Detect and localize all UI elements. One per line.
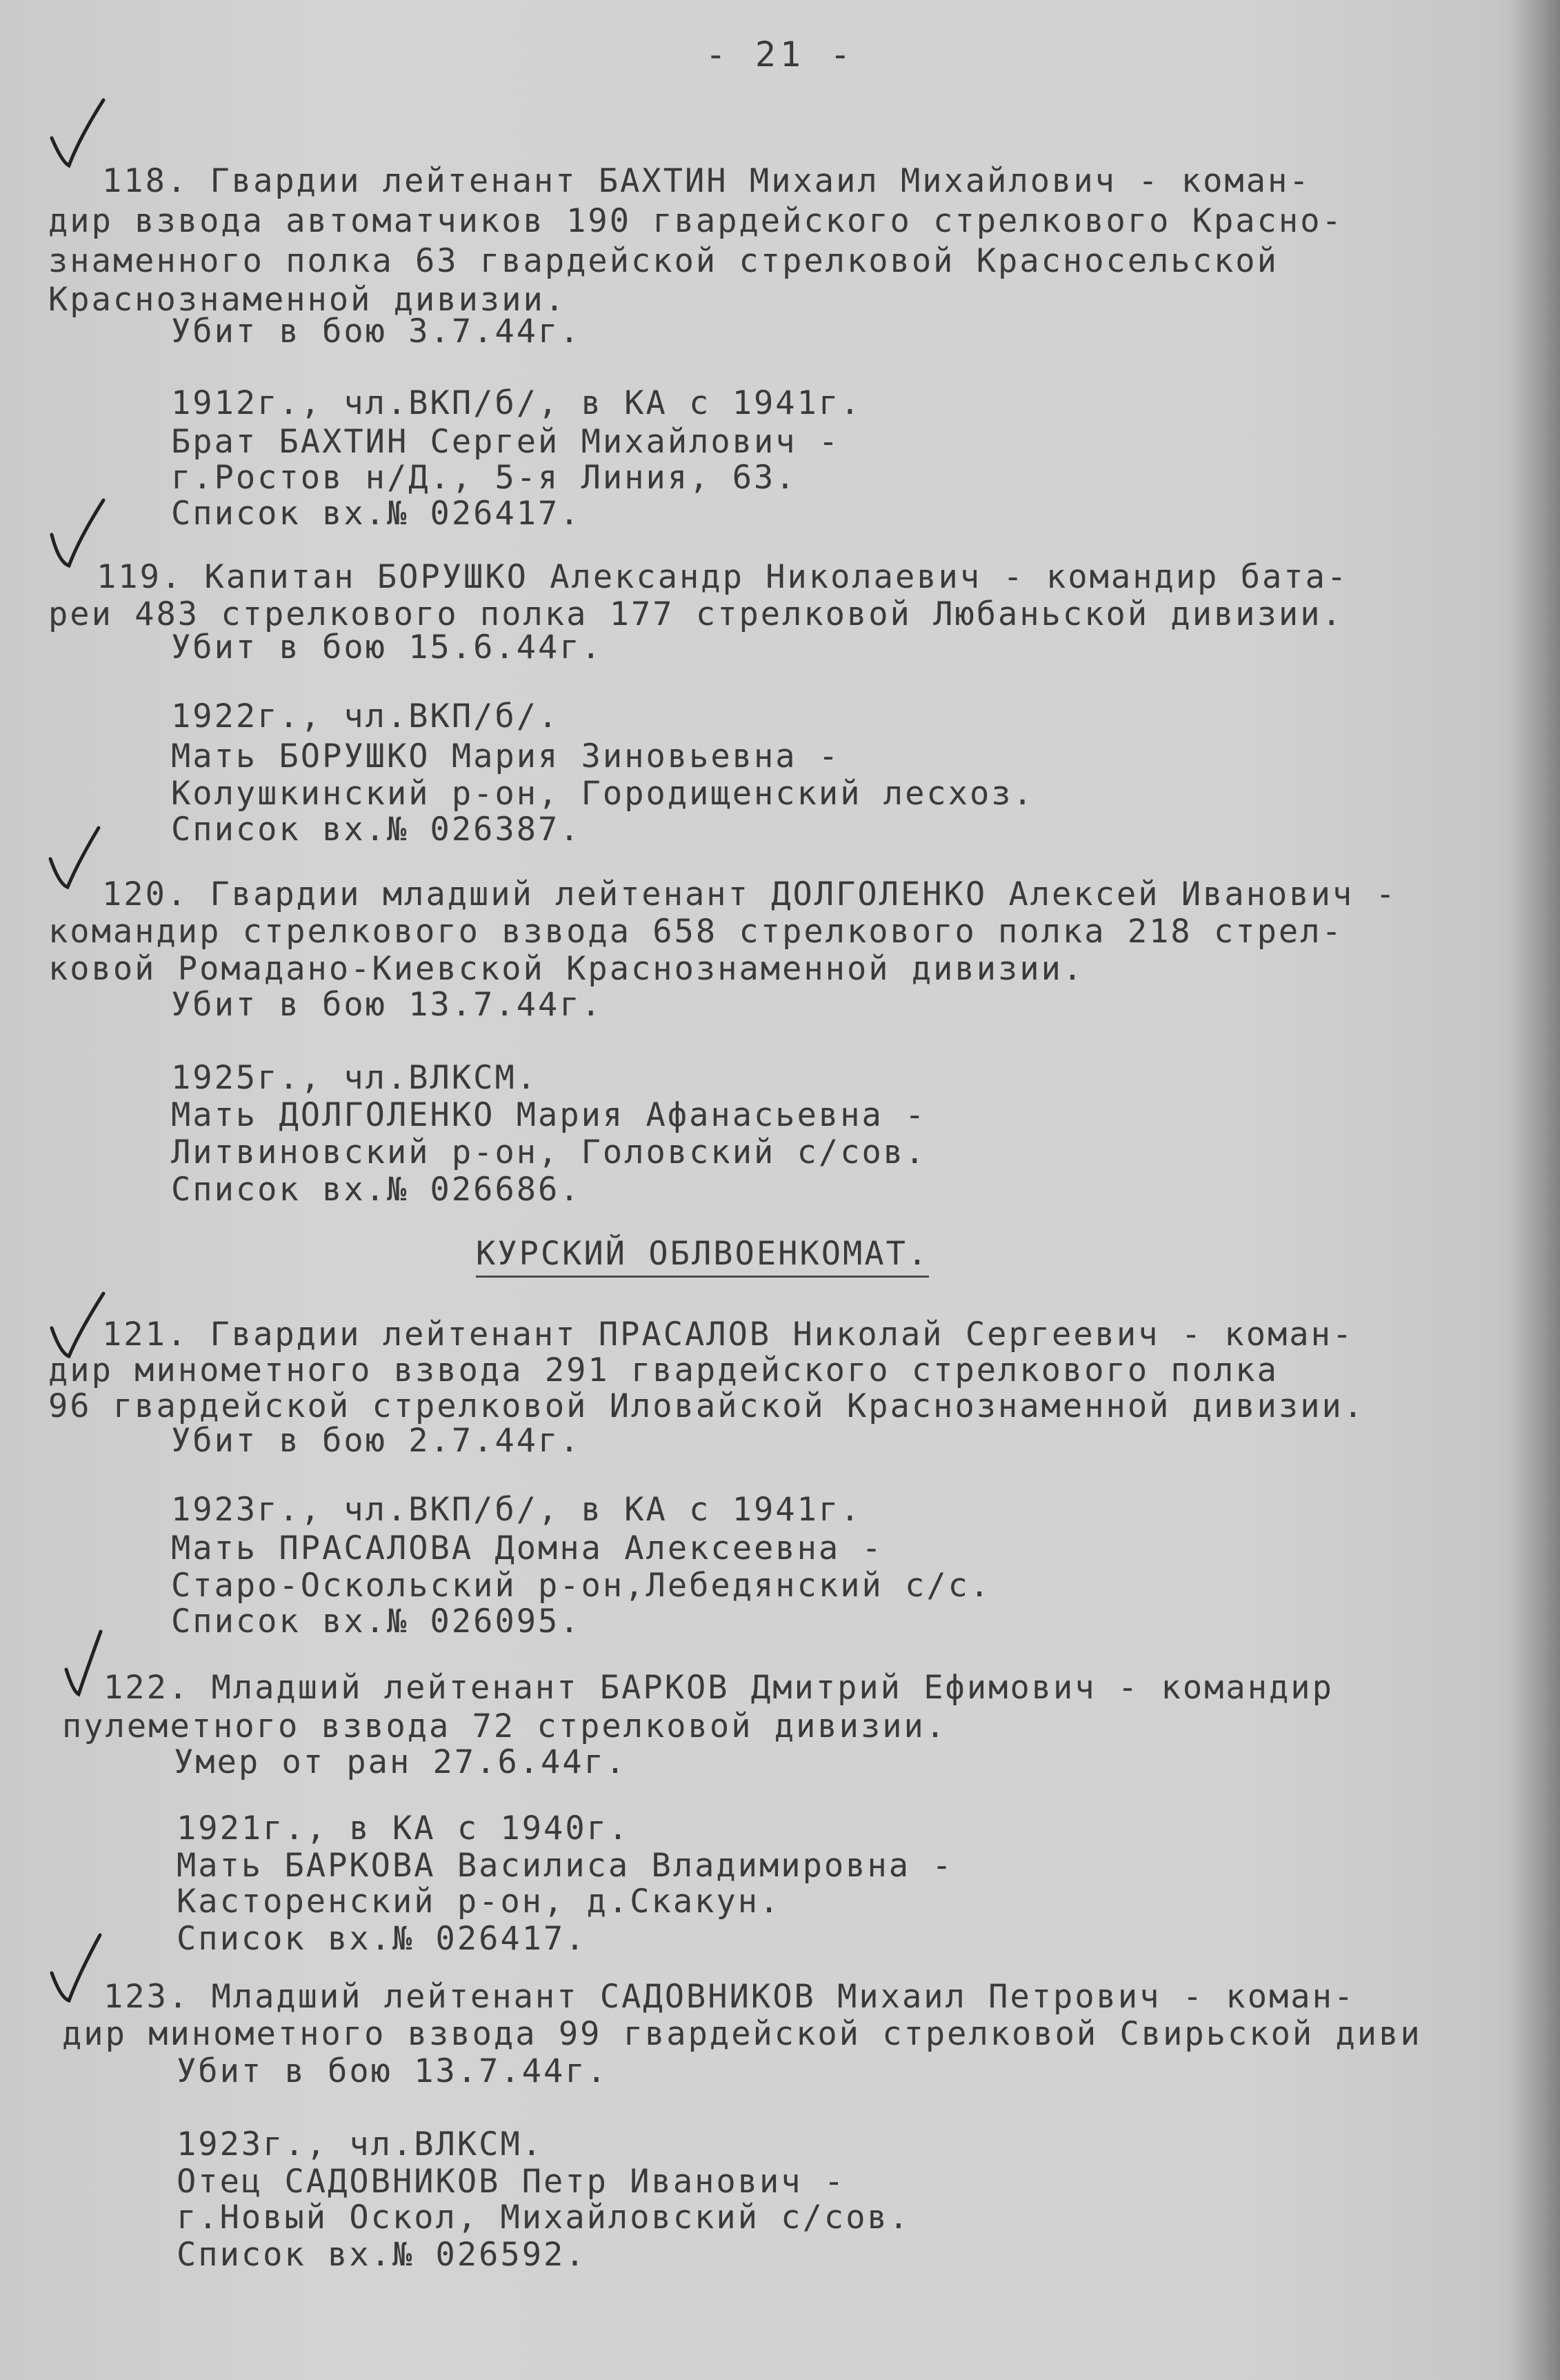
- record-line: 121. Гвардии лейтенант ПРАСАЛОВ Николай Сергеевич - коман-: [102, 1316, 1354, 1353]
- record-line: ковой Ромадано-Киевской Краснознаменной дивизии.: [48, 950, 1085, 988]
- record-line: Мать ДОЛГОЛЕНКО Мария Афанасьевна -: [171, 1096, 927, 1134]
- record-line: Убит в бою 13.7.44г.: [177, 2052, 608, 2090]
- record-line: 1923г., чл.ВЛКСМ.: [177, 2125, 544, 2163]
- record-line: 120. Гвардии младший лейтенант ДОЛГОЛЕНКО Алексей Иванович -: [102, 875, 1397, 913]
- section-heading: КУРСКИЙ ОБЛВОЕНКОМАТ.: [476, 1235, 929, 1278]
- checkmark-icon: [48, 97, 110, 172]
- record-line: г.Ростов н/Д., 5-я Линия, 63.: [171, 459, 797, 497]
- record-line: Колушкинский р-он, Городищенский лесхоз.: [171, 775, 1034, 813]
- record-line: дир взвода автоматчиков 190 гвардейского стрелкового Красно-: [48, 202, 1343, 240]
- record-line: Список вх.№ 026417.: [171, 495, 581, 533]
- record-line: 1923г., чл.ВКП/б/, в КА с 1941г.: [171, 1491, 862, 1529]
- record-line: Список вх.№ 026417.: [177, 1920, 587, 1958]
- record-line: реи 483 стрелкового полка 177 стрелковой Любаньской дивизии.: [48, 595, 1343, 633]
- record-line: 123. Младший лейтенант САДОВНИКОВ Михаил Петрович - коман-: [103, 1978, 1356, 2016]
- record-line: Старо-Оскольский р-он,Лебедянский с/с.: [171, 1567, 992, 1605]
- page-edge-shadow: [1512, 0, 1560, 2380]
- record-line: знаменного полка 63 гвардейской стрелковой Красносельской: [48, 242, 1279, 280]
- record-line: 1925г., чл.ВЛКСМ.: [171, 1059, 539, 1097]
- record-line: 1922г., чл.ВКП/б/.: [171, 697, 560, 735]
- record-line: г.Новый Оскол, Михайловский с/сов.: [177, 2199, 911, 2237]
- record-line: Список вх.№ 026592.: [177, 2236, 587, 2274]
- record-line: Убит в бою 13.7.44г.: [171, 986, 603, 1024]
- record-line: Список вх.№ 026095.: [171, 1603, 581, 1640]
- record-line: дир минометного взвода 291 гвардейского стрелкового полка: [48, 1351, 1279, 1389]
- record-line: пулеметного взвода 72 стрелковой дивизии.: [62, 1707, 948, 1745]
- record-line: Список вх.№ 026387.: [171, 811, 581, 849]
- record-line: 96 гвардейской стрелковой Иловайской Краснознаменной дивизии.: [48, 1387, 1366, 1425]
- record-line: дир минометного взвода 99 гвардейской стрелковой Свирьской диви: [62, 2015, 1422, 2053]
- record-line: Умер от ран 27.6.44г.: [174, 1743, 628, 1781]
- record-line: Краснознаменной дивизии.: [48, 281, 567, 319]
- record-line: Литвиновский р-он, Головский с/сов.: [171, 1133, 927, 1171]
- record-line: Мать БОРУШКО Мария Зиновьевна -: [171, 737, 841, 775]
- record-line: Убит в бою 15.6.44г.: [171, 628, 603, 666]
- record-line: Брат БАХТИН Сергей Михайлович -: [171, 423, 841, 461]
- record-line: Мать БАРКОВА Василиса Владимировна -: [177, 1847, 954, 1885]
- record-line: Мать ПРАСАЛОВА Домна Алексеевна -: [171, 1529, 883, 1567]
- record-line: 1921г., в КА с 1940г.: [177, 1809, 630, 1847]
- record-line: Список вх.№ 026686.: [171, 1171, 581, 1209]
- record-line: Убит в бою 2.7.44г.: [171, 1422, 581, 1460]
- record-line: 119. Капитан БОРУШКО Александр Николаевич - командир бата-: [97, 558, 1349, 596]
- record-line: 1912г., чл.ВКП/б/, в КА с 1941г.: [171, 384, 862, 422]
- record-line: командир стрелкового взвода 658 стрелкового полка 218 стрел-: [48, 913, 1343, 951]
- record-line: 118. Гвардии лейтенант БАХТИН Михаил Михайлович - коман-: [102, 162, 1311, 200]
- checkmark-icon: [48, 1932, 110, 2007]
- record-line: Убит в бою 3.7.44г.: [171, 313, 581, 350]
- page-number: - 21 -: [705, 34, 855, 75]
- record-line: Отец САДОВНИКОВ Петр Иванович -: [177, 2163, 846, 2201]
- record-line: 122. Младший лейтенант БАРКОВ Дмитрий Ефимович - командир: [103, 1669, 1334, 1707]
- record-line: Касторенский р-он, д.Скакун.: [177, 1883, 781, 1921]
- checkmark-icon: [47, 821, 109, 897]
